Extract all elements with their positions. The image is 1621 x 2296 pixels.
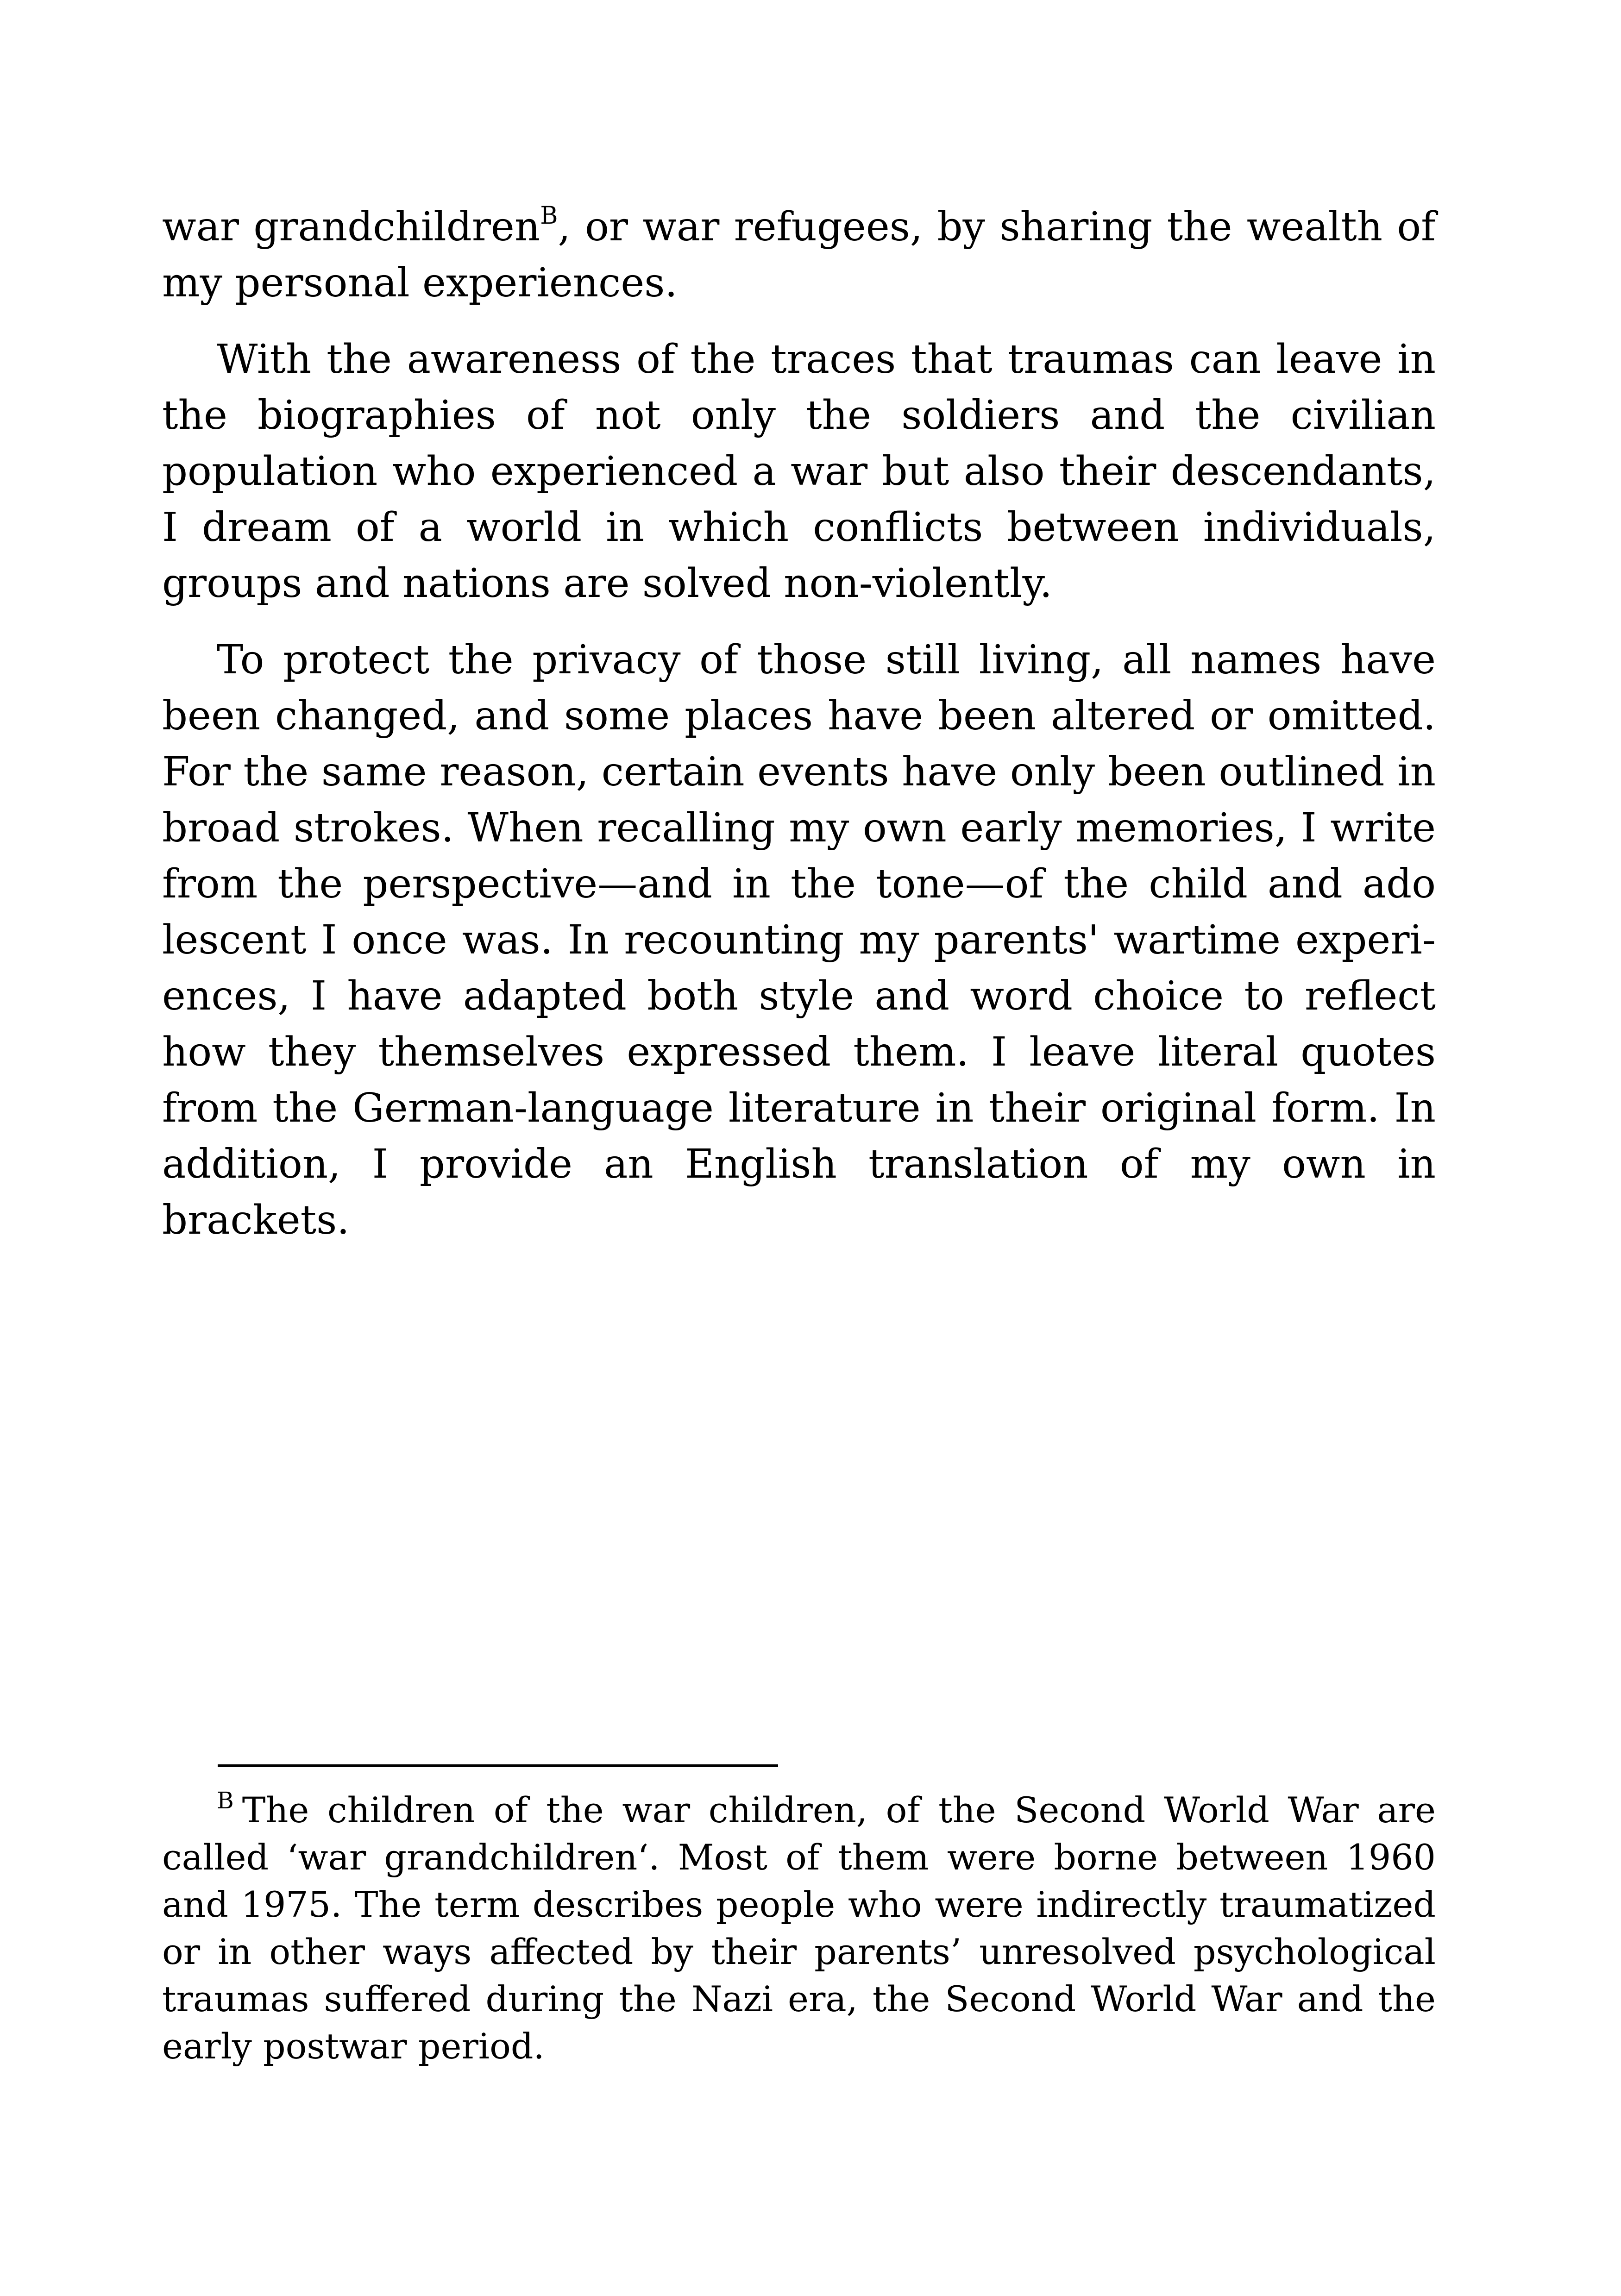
footnote-mark: B	[217, 1787, 234, 1814]
paragraph-continuation	[162, 199, 1436, 311]
paragraph-privacy: To protect the privacy of those still living, all names have been changed, and some places have been altered or omitted. For the same reason, certain events have only been outlined in broad strokes. When recalling my own early memories, I write from the perspective—and in the tone—of the child and ado lescent I once was. In recounting my parents' wartime experiences, I have adapted both style and word choice to reflect how they themselves expressed them. I leave literal quotes from the German-language literature in their original form. In addition, I provide an English translation of my own in brackets.	[162, 637, 1436, 1243]
paragraph-awareness: With the awareness of the traces that traumas can leave in the biographies of not only the soldiers and the civilian population who experienced a war but also their descendants, I dream of a world in which conflicts between individuals, groups and nations are solved non-violently.	[162, 336, 1436, 607]
footnote-text: The children of the war children, of the Second World War are called ‘war grandchildren‘. Most of them were borne between 1960 and 1975. The term describes people who were indirectly traumatized or in other ways affected by their parents’ unresolved psychological traumas suffered during the Nazi era, the Second World War and the early postwar period.	[162, 1789, 1436, 2067]
paragraph-text: , or war refugees, by sharing the wealth of my personal experiences.	[162, 204, 1436, 306]
paragraph-text: war grandchildren	[162, 204, 540, 250]
footnote-divider	[218, 1764, 778, 1767]
footnote-reference[interactable]: B	[540, 202, 558, 230]
body-text	[162, 199, 1436, 1269]
footnote	[162, 1787, 1436, 2070]
